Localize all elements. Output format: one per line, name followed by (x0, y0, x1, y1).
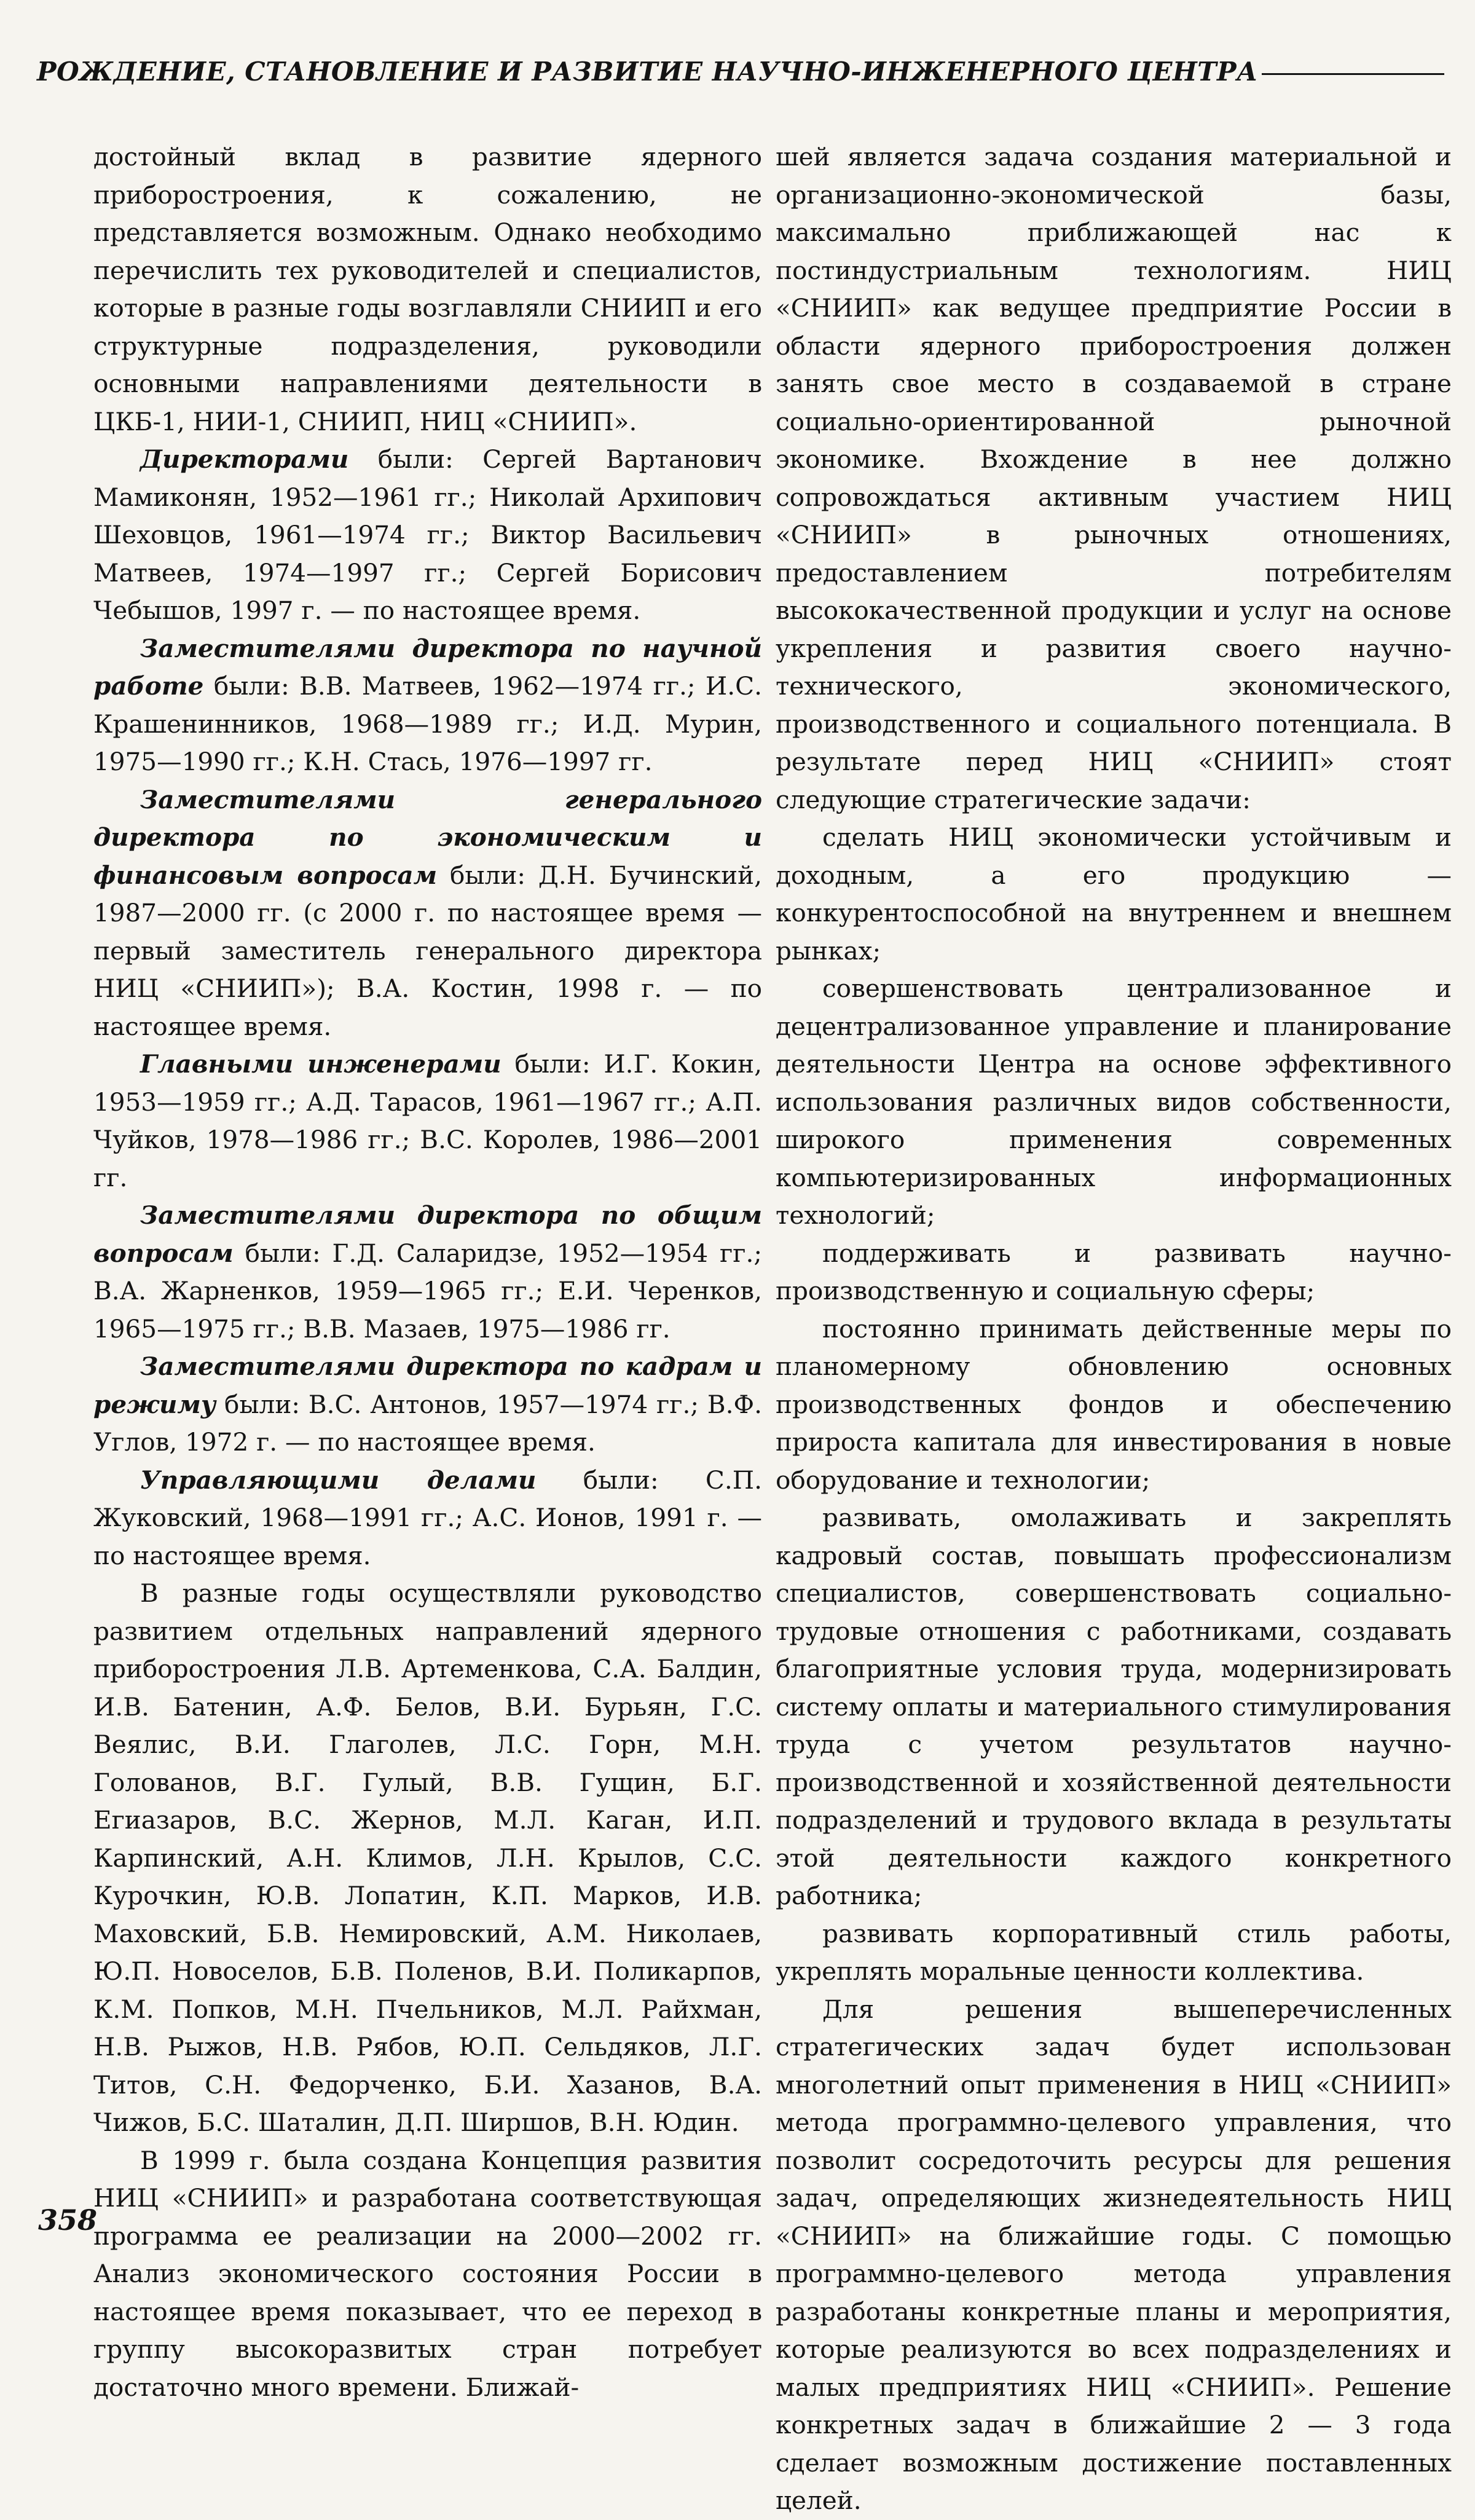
paragraph: Заместителями директора по общим вопросам были: Г.Д. Саларидзе, 1952—1954 гг.; В.А. Жарненков, 1959—1965 гг.; Е.И. Черенков, 1965—1975 гг.; В.В. Мазаев, 1975—1986 гг. (93, 1200, 762, 1344)
list-item: поддерживать и развивать научно-производственную и социальную сферы; (776, 1238, 1452, 1305)
paragraph-lead: Главными инженерами (140, 1049, 502, 1079)
paragraph-lead: Директорами (140, 444, 349, 474)
list-item: сделать НИЦ экономически устойчивым и доходным, а его продукцию — конкурентоспособной на внутреннем и внешнем рынках; (776, 822, 1452, 966)
paragraph: Директорами были: Сергей Вартанович Мамиконян, 1952—1961 гг.; Николай Архипович Шеховцов, 1961—1974 гг.; Виктор Васильевич Матвеев, 1974—1997 гг.; Сергей Борисович Чебышов, 1997 г. — по настоящее время. (93, 444, 762, 625)
paragraph: Заместителями генерального директора по экономическим и финансовым вопросам были: Д.Н. Бучинский, 1987—2000 гг. (с 2000 г. по настоящее время — первый заместитель генерального директора НИЦ «СНИИП»); В.А. Костин, 1998 г. — по настоящее время. (93, 784, 762, 1041)
header-rule (1262, 73, 1444, 75)
paragraph: шей является задача создания материальной и организационно-экономической базы, максимально приближающей нас к постиндустриальным технологиям. НИЦ «СНИИП» как ведущее предприятие России в области ядерного приборостроения должен занять свое место в создаваемой в стране социально-ориентированной рыночной экономике. Вхождение в нее должно сопровождаться активным участием НИЦ «СНИИП» в рыночных отношениях, предоставлением потребителям высококачественной продукции и услуг на основе укрепления и развития своего научно-технического, экономического, производственного и социального потенциала. В результате перед НИЦ «СНИИП» стоят следующие стратегические задачи: (776, 142, 1452, 814)
paragraph: Главными инженерами были: И.Г. Кокин, 1953—1959 гг.; А.Д. Тарасов, 1961—1967 гг.; А.П. Чуйков, 1978—1986 гг.; В.С. Королев, 1986—2001 гг. (93, 1049, 762, 1192)
paragraph-lead: Заместителями директора по общим вопросам (93, 1200, 762, 1268)
paragraph: В 1999 г. была создана Концепция развития НИЦ «СНИИП» и разработана соответствующая программа ее реализации на 2000—2002 гг. Анализ экономического состояния России в настоящее время показывает, что ее переход в группу высокоразвитых стран потребует достаточно много времени. Ближай- (93, 2145, 762, 2402)
page-number: 358 (38, 2203, 98, 2237)
paragraph-lead: Заместителями генерального директора по экономическим и финансовым вопросам (93, 784, 762, 890)
paragraph: Заместителями директора по кадрам и режиму были: В.С. Антонов, 1957—1974 гг.; В.Ф. Углов, 1972 г. — по настоящее время. (93, 1352, 762, 1457)
paragraph-lead: Управляющими делами (140, 1465, 537, 1495)
list-item: развивать корпоративный стиль работы, укреплять моральные ценности коллектива. (776, 1918, 1452, 1986)
paragraph: достойный вклад в развитие ядерного приборостроения, к сожалению, не представляется возможным. Однако необходимо перечислить тех руководителей и специалистов, которые в разные годы возглавляли СНИИП и его структурные подразделения, руководили основными направлениями деятельности в ЦКБ-1, НИИ-1, СНИИП, НИЦ «СНИИП». (93, 142, 762, 436)
left-column (93, 138, 762, 2406)
paragraph-lead: Заместителями директора по научной работе (93, 633, 762, 701)
list-item: постоянно принимать действенные меры по планомерному обновлению основных производственных фондов и обеспечению прироста капитала для инвестирования в новые оборудование и технологии; (776, 1313, 1452, 1495)
running-header (37, 57, 1444, 87)
right-column (776, 138, 1452, 2520)
list-item: совершенствовать централизованное и децентрализованное управление и планирование деятельности Центра на основе эффективного использования различных видов собственности, широкого применения современных компьютеризированных информационных технологий; (776, 974, 1452, 1230)
paragraph: Управляющими делами были: С.П. Жуковский, 1968—1991 гг.; А.С. Ионов, 1991 г. — по настоящее время. (93, 1465, 762, 1570)
header-title: РОЖДЕНИЕ, СТАНОВЛЕНИЕ И РАЗВИТИЕ НАУЧНО-ИНЖЕНЕРНОГО ЦЕНТРА (37, 57, 1258, 87)
paragraph-lead: Заместителями директора по кадрам и режиму (93, 1352, 762, 1419)
paragraph: В разные годы осуществляли руководство развитием отдельных направлений ядерного приборостроения Л.В. Артеменкова, С.А. Балдин, И.В. Батенин, А.Ф. Белов, В.И. Бурьян, Г.С. Веялис, В.И. Глаголев, Л.С. Горн, М.Н. Голованов, В.Г. Гулый, В.В. Гущин, Б.Г. Егиазаров, В.С. Жернов, М.Л. Каган, И.П. Карпинский, А.Н. Климов, Л.Н. Крылов, С.С. Курочкин, Ю.В. Лопатин, К.П. Марков, И.В. Маховский, Б.В. Немировский, А.М. Николаев, Ю.П. Новоселов, Б.В. Поленов, В.И. Поликарпов, К.М. Попков, М.Н. Пчельников, М.Л. Райхман, Н.В. Рыжов, Н.В. Рябов, Ю.П. Сельдяков, Л.Г. Титов, С.Н. Федорченко, Б.И. Хазанов, В.А. Чижов, Б.С. Шаталин, Д.П. Ширшов, В.Н. Юдин. (93, 1578, 762, 2137)
list-item: развивать, омолаживать и закреплять кадровый состав, повышать профессионализм специалистов, совершенствовать социально-трудовые отношения с работниками, создавать благоприятные условия труда, модернизировать систему оплаты и материального стимулирования труда с учетом результатов научно-производственной и хозяйственной деятельности подразделений и трудового вклада в результаты этой деятельности каждого конкретного работника; (776, 1503, 1452, 1910)
paragraph: Заместителями директора по научной работе были: В.В. Матвеев, 1962—1974 гг.; И.С. Крашенинников, 1968—1989 гг.; И.Д. Мурин, 1975—1990 гг.; К.Н. Стась, 1976—1997 гг. (93, 633, 762, 776)
paragraph: Для решения вышеперечисленных стратегических задач будет использован многолетний опыт применения в НИЦ «СНИИП» метода программно-целевого управления, что позволит сосредоточить ресурсы для решения задач, определяющих жизнедеятельность НИЦ «СНИИП» на ближайшие годы. С помощью программно-целевого метода управления разработаны конкретные планы и мероприятия, которые реализуются во всех подразделениях и малых предприятиях НИЦ «СНИИП». Решение конкретных задач в ближайшие 2 — 3 года сделает возможным достижение поставленных целей. (776, 1994, 1452, 2515)
